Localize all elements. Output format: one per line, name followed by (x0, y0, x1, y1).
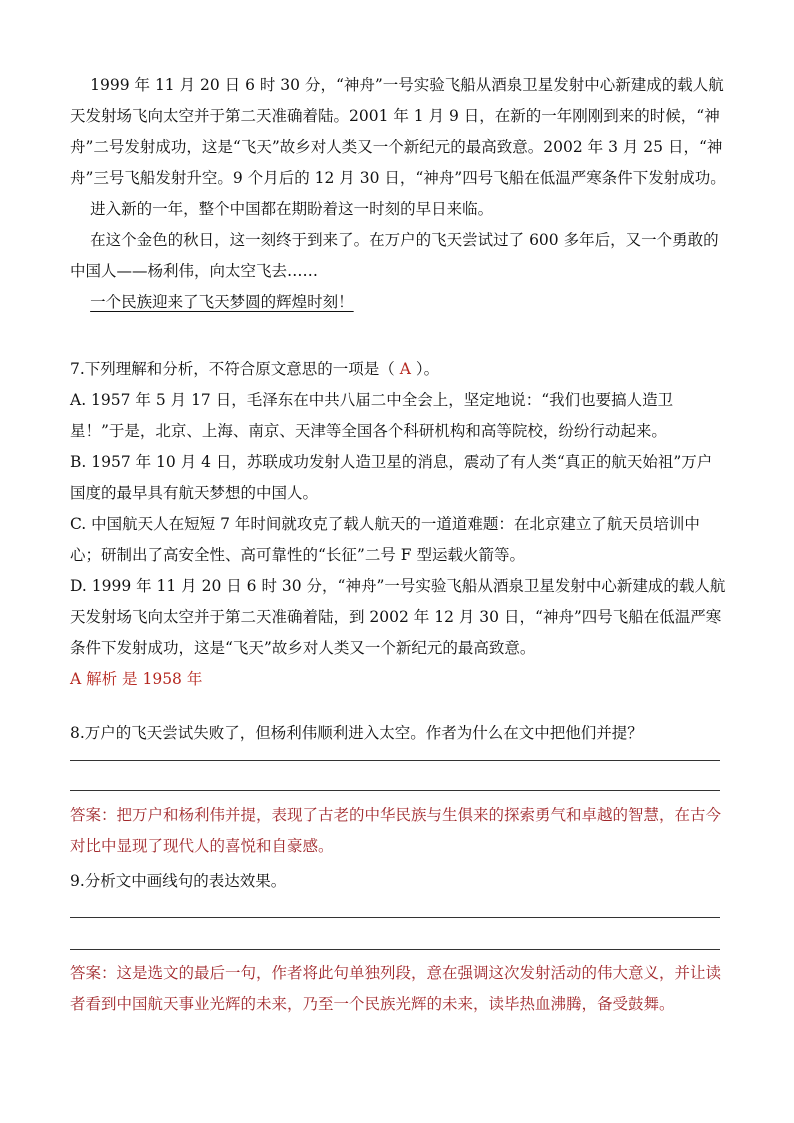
question-7-stem-text: 7.下列理解和分析，不符合原文意思的一项是（ (70, 360, 400, 378)
answer-line[interactable] (70, 790, 720, 791)
answer-line[interactable] (70, 917, 720, 918)
question-7-answer: A (399, 360, 411, 378)
passage-paragraph-4 (70, 287, 726, 318)
question-9-stem: 9.分析文中画线句的表达效果。 (70, 872, 287, 890)
passage-paragraph-1: 1999 年 11 月 20 日 6 时 30 分，“神舟”一号实验飞船从酒泉卫星发射中心新建成的载人航天发射场飞向太空并于第二天准确着陆。2001 年 1 月 9 日，在新的一年刚刚到来的时候，“神舟”二号发射成功，这是“飞天”故乡对人类又一个新纪元的最高致意。2002 年 3 月 25 日，“神舟”三号飞船发射升空。9 个月后的 12 月 30 日，“神舟”四号飞船在低温严寒条件下发射成功。 (70, 76, 726, 187)
question-8-answer: 答案：把万户和杨利伟并提，表现了古老的中华民族与生俱来的探索勇气和卓越的智慧，在古今对比中显现了现代人的喜悦和自豪感。 (70, 806, 722, 855)
option-b: B. 1957 年 10 月 4 日，苏联成功发射人造卫星的消息，震动了有人类“真正的航天始祖”万户国度的最早具有航天梦想的中国人。 (70, 453, 713, 502)
answer-line[interactable] (70, 949, 720, 950)
question-7-stem (70, 354, 726, 385)
option-c: C. 中国航天人在短短 7 年时间就攻克了载人航天的一道道难题：在北京建立了航天员培训中心；研制出了高安全性、高可靠性的“长征”二号 F 型运载火箭等。 (70, 515, 700, 564)
question-9-answer-block (70, 958, 726, 1020)
passage-paragraph-3: 在这个金色的秋日，这一刻终于到来了。在万户的飞天尝试过了 600 多年后，又一个勇敢的中国人——杨利伟，向太空飞去…… (70, 231, 719, 280)
question-9 (70, 866, 726, 897)
passage-paragraph-2: 进入新的一年，整个中国都在期盼着这一时刻的早日来临。 (90, 200, 494, 218)
question-8-stem: 8.万户的飞天尝试失败了，但杨利伟顺利进入太空。作者为什么在文中把他们并提？ (70, 724, 643, 742)
question-8 (70, 718, 726, 749)
question-7 (70, 354, 726, 695)
option-a: A. 1957 年 5 月 17 日，毛泽东在中共八届二中全会上，坚定地说：“我们也要搞人造卫星！”于是，北京、上海、南京、天津等全国各个科研机构和高等院校，纷纷行动起来。 (70, 391, 674, 440)
question-8-answer-block (70, 800, 726, 862)
passage (70, 70, 726, 318)
underlined-sentence: 一个民族迎来了飞天梦圆的辉煌时刻！ (90, 293, 354, 311)
answer-line[interactable] (70, 760, 720, 761)
question-7-stem-end: ）。 (410, 360, 440, 378)
question-9-answer: 答案：这是选文的最后一句，作者将此句单独列段，意在强调这次发射活动的伟大意义，并让读者看到中国航天事业光辉的未来，乃至一个民族光辉的未来，读毕热血沸腾，备受鼓舞。 (70, 964, 722, 1013)
question-7-analysis: A 解析 是 1958 年 (70, 670, 203, 688)
option-d: D. 1999 年 11 月 20 日 6 时 30 分，“神舟”一号实验飞船从酒泉卫星发射中心新建成的载人航天发射场飞向太空并于第二天准确着陆，到 2002 年 12 月 30 日，“神舟”四号飞船在低温严寒条件下发射成功，这是“飞天”故乡对人类又一个新纪元的最高致意。 (70, 577, 726, 657)
